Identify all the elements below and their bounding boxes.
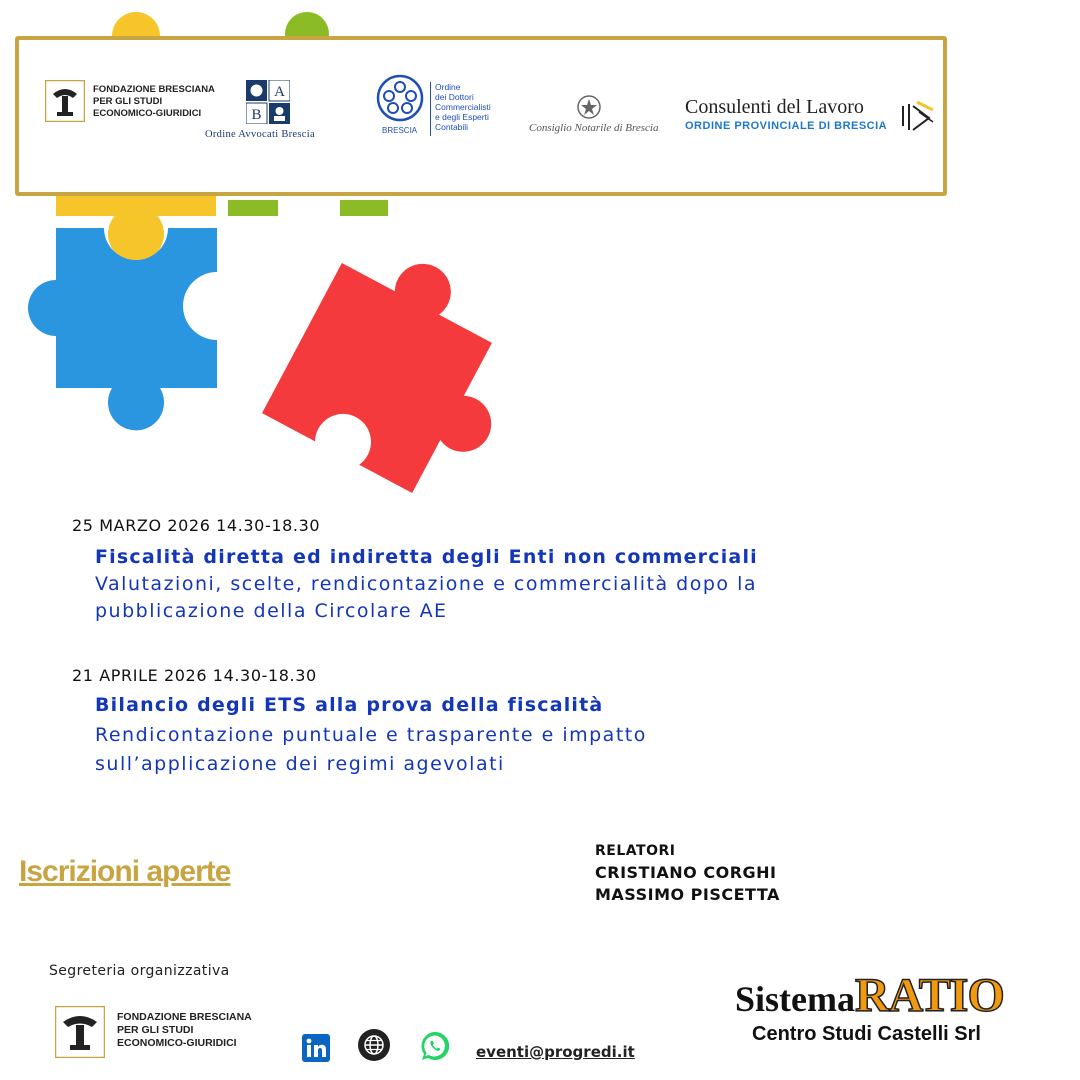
- sistema-word: Sistema: [735, 979, 855, 1019]
- footer-fondazione-line1: FONDAZIONE BRESCIANA: [117, 1011, 252, 1023]
- fondazione-text: [93, 84, 215, 120]
- event-1-date: 25 MARZO 2026 14.30-18.30: [72, 516, 321, 535]
- commercialisti-city: BRESCIA: [382, 126, 418, 135]
- consulenti-title: Consulenti del Lavoro: [685, 96, 864, 118]
- consulenti-subtitle: ORDINE PROVINCIALE DI BRESCIA: [685, 120, 888, 132]
- speakers-heading: RELATORI: [595, 843, 676, 859]
- commercialisti-line5: Contabili: [435, 122, 469, 132]
- ratio-word: RATIO: [855, 969, 1004, 1022]
- fondazione-line1: FONDAZIONE BRESCIANA: [93, 84, 215, 95]
- commercialisti-line4: e degli Esperti: [435, 112, 489, 122]
- globe-icon[interactable]: [358, 1029, 390, 1065]
- commercialisti-divider: [430, 82, 431, 136]
- fondazione-emblem-icon: [45, 80, 85, 122]
- fondazione-line3: ECONOMICO-GIURIDICI: [93, 108, 202, 119]
- consulenti-emblem-icon: [899, 96, 937, 136]
- event-1-title: Fiscalità diretta ed indiretta degli Enti non commerciali: [95, 546, 758, 568]
- footer-fondazione-logo: [55, 1006, 105, 1062]
- registration-link[interactable]: Iscrizioni aperte: [19, 855, 231, 888]
- whatsapp-icon[interactable]: [419, 1030, 451, 1066]
- commercialisti-line1: Ordine: [435, 82, 461, 92]
- notarile-emblem: [576, 94, 602, 124]
- speaker-name-1: CRISTIANO CORGHI: [595, 863, 777, 882]
- oab-grid-icon: [246, 80, 290, 124]
- ordine-avvocati-logo: [246, 80, 290, 128]
- commercialisti-line2: dei Dottori: [435, 92, 474, 102]
- commercialisti-line3: Commercialisti: [435, 102, 491, 112]
- footer-fondazione-text: [117, 1011, 252, 1050]
- centro-studi-text: Centro Studi Castelli Srl: [752, 1023, 981, 1045]
- consulenti-logo: [899, 96, 937, 140]
- event-2-subtitle-line2: sull’applicazione dei regimi agevolati: [95, 753, 505, 775]
- puzzle-piece-blue: [28, 228, 217, 430]
- fondazione-emblem-icon: [55, 1006, 105, 1058]
- partner-logos-band: [15, 36, 947, 196]
- event-2-title: Bilancio degli ETS alla prova della fiscalità: [95, 694, 604, 716]
- footer-fondazione-line3: ECONOMICO-GIURIDICI: [117, 1037, 237, 1049]
- commercialisti-emblem-icon: [375, 74, 425, 122]
- sistema-ratio-logo: [735, 968, 1004, 1023]
- event-1-subtitle-line2: pubblicazione della Circolare AE: [95, 600, 448, 622]
- italian-emblem-icon: [576, 94, 602, 120]
- fondazione-line2: PER GLI STUDI: [93, 96, 163, 107]
- commercialisti-text: [435, 82, 491, 132]
- footer-fondazione-line2: PER GLI STUDI: [117, 1024, 194, 1036]
- oab-letter-a: A: [274, 84, 285, 100]
- speaker-name-2: MASSIMO PISCETTA: [595, 885, 780, 904]
- event-2-date: 21 APRILE 2026 14.30-18.30: [72, 666, 317, 685]
- email-link[interactable]: eventi@progredi.it: [476, 1043, 635, 1061]
- linkedin-icon[interactable]: [302, 1034, 330, 1066]
- commercialisti-logo: [375, 74, 425, 126]
- puzzle-piece-red: [262, 227, 520, 500]
- oab-letter-b: B: [251, 107, 262, 123]
- avvocati-caption: Ordine Avvocati Brescia: [205, 129, 315, 140]
- event-2-subtitle-line1: Rendicontazione puntuale e trasparente e impatto: [95, 724, 647, 746]
- event-1-subtitle-line1: Valutazioni, scelte, rendicontazione e commercialità dopo la: [95, 573, 757, 595]
- segreteria-label: Segreteria organizzativa: [49, 963, 230, 979]
- notarile-caption: Consiglio Notarile di Brescia: [529, 122, 659, 134]
- fondazione-bresciana-logo: [45, 80, 85, 126]
